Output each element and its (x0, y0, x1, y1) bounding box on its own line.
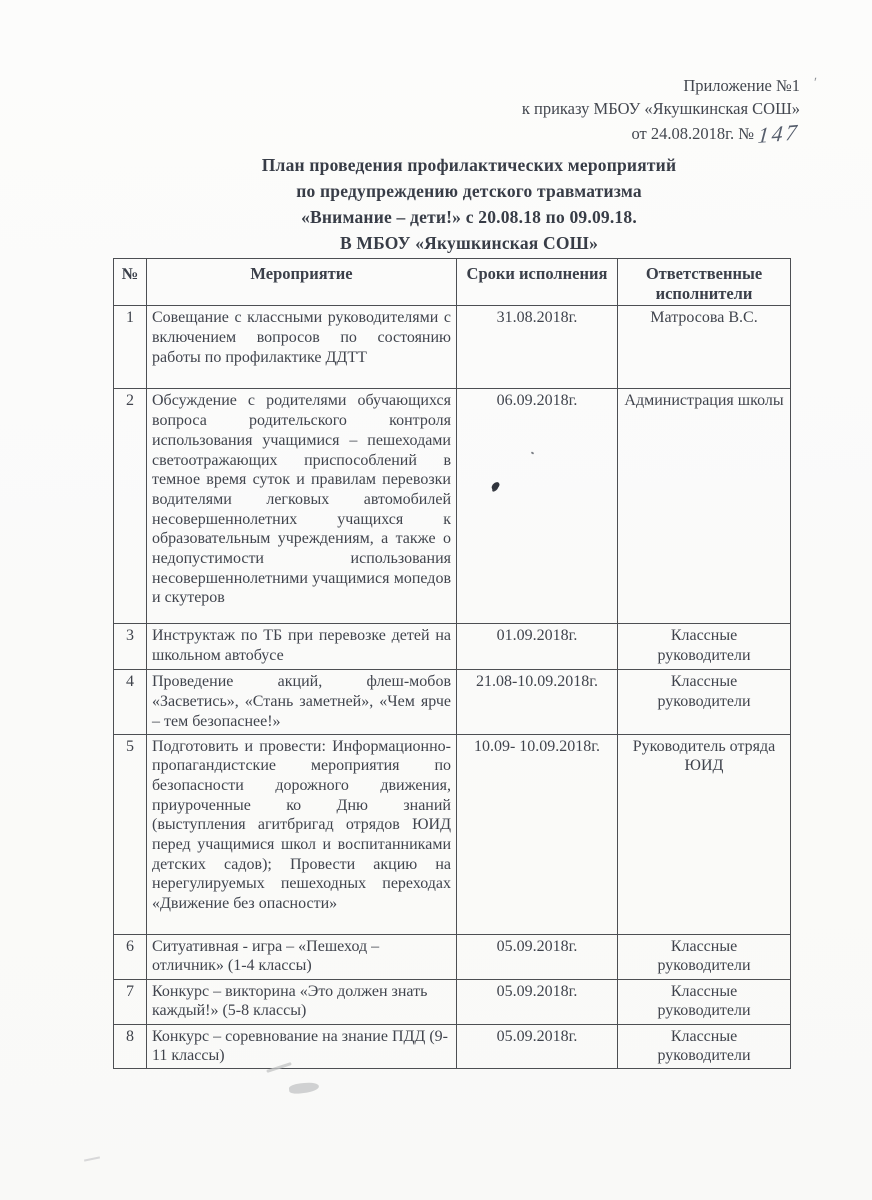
table-header-row (114, 259, 791, 306)
date-cell: 31.08.2018г. (457, 306, 618, 389)
responsible-cell: Классные руководители (618, 934, 791, 979)
event-cell: Совещание с классными руководителями с включением вопросов по состоянию работы по профилактике ДДТТ (147, 306, 457, 389)
row-number: 3 (114, 624, 147, 670)
title-line-4: В МБОУ «Якушкинская СОШ» (339, 233, 599, 253)
table-row (114, 934, 791, 979)
event-cell: Ситуативная - игра – «Пешеход – отличник» (1-4 классы) (147, 934, 457, 979)
event-cell: Подготовить и провести: Информационно-пропагандистские мероприятия по безопасности дорожного движения, приуроченные ко Дню знаний (выступления агитбригад отрядов ЮИД перед учащимися школ и воспитанниками детских садов); Провести акцию на нерегулируемых пешеходных переходах «Движение без опасности» (147, 734, 457, 934)
row-number: 1 (114, 306, 147, 389)
date-cell: 01.09.2018г. (457, 624, 618, 670)
table-row (114, 670, 791, 734)
order-date-text: от 24.08.2018г. № (631, 124, 754, 143)
table-row (114, 734, 791, 934)
date-cell: 05.09.2018г. (457, 934, 618, 979)
col-header-responsible: Ответственные исполнители (618, 259, 791, 306)
title-line-1: План проведения профилактических мероприятий (261, 155, 677, 175)
table-row (114, 1024, 791, 1068)
responsible-cell: Классные руководители (618, 979, 791, 1024)
responsible-cell: Классные руководители (618, 670, 791, 734)
table-row (114, 979, 791, 1024)
table-row (114, 389, 791, 624)
row-number: 4 (114, 670, 147, 734)
row-number: 7 (114, 979, 147, 1024)
events-plan-table (113, 258, 791, 1069)
date-cell: 05.09.2018г. (457, 979, 618, 1024)
responsible-cell: Классные руководители (618, 1024, 791, 1068)
col-header-date: Сроки исполнения (457, 259, 618, 306)
event-cell: Обсуждение с родителями обучающихся вопроса родительского контроля использования учащимися – пешеходами светоотражающих приспособлений в темное время суток и правилам перевозки водителями легковых автомобилей несовершеннолетних учащихся к образовательным учреждениям, а также о недопустимости использования несовершеннолетними учащимися мопедов и скутеров (147, 389, 457, 624)
order-date-line (522, 119, 801, 148)
event-cell: Инструктаж по ТБ при перевозке детей на школьном автобусе (147, 624, 457, 670)
table-row (114, 624, 791, 670)
date-cell: 21.08-10.09.2018г. (457, 670, 618, 734)
col-header-number: № (114, 259, 147, 306)
table-row (114, 306, 791, 389)
row-number: 6 (114, 934, 147, 979)
title-line-3: «Внимание – дети!» с 20.08.18 по 09.09.18. (301, 207, 637, 227)
appendix-header (521, 74, 801, 148)
order-reference-line: к приказу МБОУ «Якушкинская СОШ» (521, 99, 800, 118)
title-line-2: по предупреждению детского травматизма (296, 181, 642, 201)
responsible-cell: Администрация школы (618, 389, 791, 624)
row-number: 8 (114, 1024, 147, 1068)
event-cell: Конкурс – викторина «Это должен знать каждый!» (5-8 классы) (147, 979, 457, 1024)
date-cell: 05.09.2018г. (457, 1024, 618, 1068)
row-number: 2 (114, 389, 147, 624)
date-cell: 06.09.2018г. (457, 389, 618, 624)
document-title (0, 152, 872, 256)
event-cell: Проведение акций, флеш-мобов «Засветись», «Стань заметней», «Чем ярче – тем безопаснее!» (147, 670, 457, 734)
date-cell: 10.09- 10.09.2018г. (457, 734, 618, 934)
responsible-cell: Руководитель отряда ЮИД (618, 734, 791, 934)
responsible-cell: Матросова В.С. (618, 306, 791, 389)
appendix-number-line: Приложение №1 (683, 76, 800, 95)
event-cell: Конкурс – соревнование на знание ПДД (9-11 классы) (147, 1024, 457, 1068)
scan-speck-top-right: ʹ (814, 76, 818, 91)
handwritten-order-number: 147 (756, 119, 801, 148)
row-number: 5 (114, 734, 147, 934)
responsible-cell: Классные руководители (618, 624, 791, 670)
col-header-event: Мероприятие (147, 259, 457, 306)
